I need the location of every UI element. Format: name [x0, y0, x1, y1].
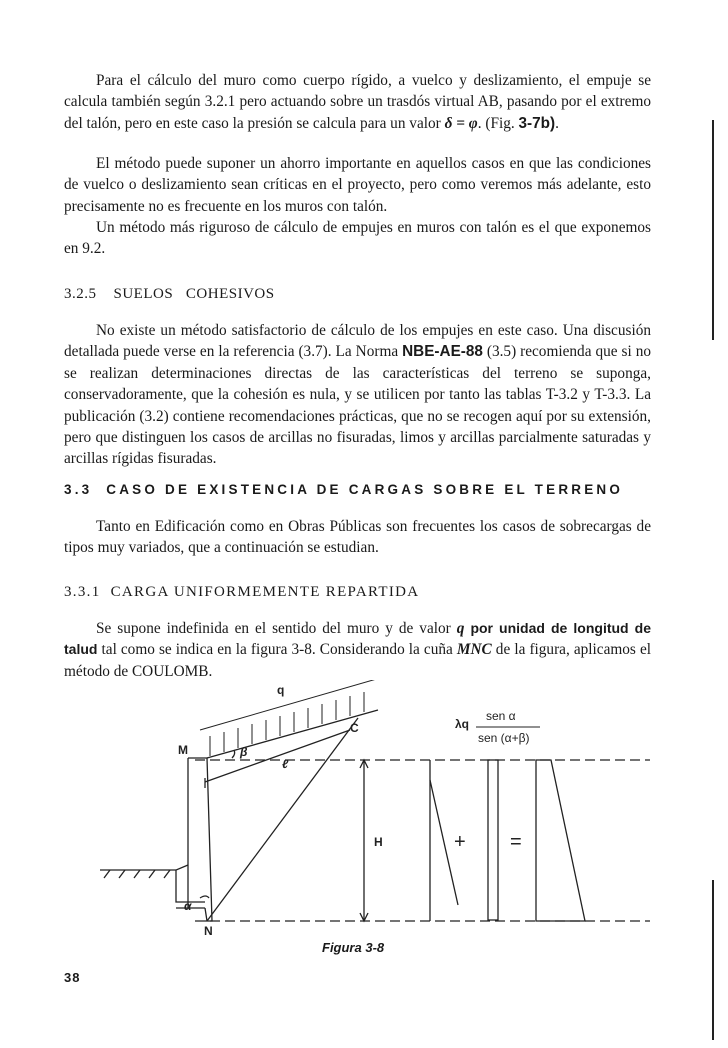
symbol-q: q: [456, 620, 465, 637]
label-N: N: [204, 924, 213, 938]
page-number: 38: [64, 970, 81, 985]
figure-caption: Figura 3-8: [322, 940, 385, 955]
formula-lambda-q: λq: [455, 717, 470, 731]
paragraph-text: No existe un método satisfactorio de cálculo de los empujes en este caso. Una discusión detallada puede verse en la referencia (3.7). La Norma: [64, 322, 651, 361]
formula-numerator: sen α: [486, 709, 516, 723]
equals-sign: =: [510, 831, 522, 853]
label-H: H: [374, 835, 383, 849]
wall-toe: [176, 865, 205, 902]
emphasis-text: por unidad de longitud de talud: [64, 620, 651, 658]
label-alpha: α: [184, 899, 192, 913]
formula-denominator: sen (α+β): [478, 731, 530, 745]
paragraph-text: Se supone indefinida en el sentido del muro y de valor: [96, 620, 457, 637]
formula-delta-phi: δ = φ: [444, 114, 478, 132]
ground-hatch: [104, 870, 110, 878]
label-M: M: [178, 743, 188, 757]
paragraph-carga-uniforme: [64, 618, 651, 682]
section-title: SUELOS COHESIVOS: [113, 286, 275, 302]
ground-hatch: [149, 870, 155, 878]
wedge-line-N: [205, 908, 207, 921]
figure-3-8-diagram: [0, 680, 728, 940]
figure-reference: 3-7b): [518, 114, 556, 132]
paragraph-sobrecargas: Tanto en Edificación como en Obras Públicas son frecuentes los casos de sobrecargas de tipos muy variados, que a continuación se estudian.: [64, 518, 651, 557]
paragraph-text: tal como se indica en la figura 3-8. Considerando la cuña: [97, 641, 457, 659]
plus-sign: +: [454, 831, 466, 853]
label-C: C: [350, 721, 359, 735]
paragraph-text: . (Fig.: [477, 114, 519, 132]
ground-hatch: [164, 870, 170, 878]
label-q: q: [277, 683, 285, 697]
label-beta: β: [240, 745, 248, 759]
section-number: 3.2.5: [64, 286, 97, 302]
section-title: CASO DE EXISTENCIA DE CARGAS SOBRE EL TERRENO: [106, 482, 624, 497]
paragraph-text: de la figura, aplicamos el método de COULOMB.: [64, 641, 651, 680]
paragraph-metodo-riguroso: Un método más riguroso de cálculo de empujes en muros con talón es el que exponemos en 9.2.: [64, 219, 651, 258]
paragraph-metodo-ahorro: El método puede suponer un ahorro importante en aquellos casos en que las condiciones de vuelco o deslizamiento sean críticas en el proyecto, pero como veremos más adelante, esto precisamente no es frecuente en los muros con talón.: [64, 155, 651, 215]
ground-hatch: [134, 870, 140, 878]
section-number: 3.3.1: [64, 584, 101, 600]
alpha-arc: [200, 896, 209, 898]
diagram2-rectangle: [488, 760, 498, 920]
paragraph-text: (3.5) recomienda que si no se realizan determinaciones directas de las características del terreno se suponga, conservadoramente, que la cohesión es nula, y se utilicen por tanto las tablas T-3.2 y T-3.3. La publicación (3.2) contiene recomendaciones prácticas, que no se recogen aquí por su extensión, pero que distinguen los casos de arcillas no fisuradas, limos y arcillas parcialmente saturadas y arcillas rígidas fisuradas.: [64, 343, 651, 468]
section-heading-3-2-5: [64, 286, 275, 303]
section-title: CARGA UNIFORMEMENTE REPARTIDA: [110, 584, 420, 600]
diagram3-trapezoid: [536, 760, 585, 921]
paragraph-text: .: [555, 114, 559, 132]
norma-reference: NBE-AE-88: [402, 343, 483, 361]
label-l: ℓ: [282, 757, 289, 771]
scan-edge-line: [712, 120, 714, 340]
section-number: 3.3: [64, 482, 93, 497]
paragraph-text: Para el cálculo del muro como cuerpo rígido, a vuelco y deslizamiento, el empuje se calcula también según 3.2.1 pero actuando sobre un trasdós virtual AB, pasando por el extremo del talón, pero en este caso la presión se calcula para un valor: [64, 72, 651, 132]
symbol-mnc: MNC: [456, 641, 492, 659]
ground-hatch: [119, 870, 125, 878]
scan-edge-line: [712, 880, 714, 1040]
paragraph-empuje-trasdos: [64, 70, 651, 134]
paragraph-suelos-cohesivos: [64, 320, 651, 470]
section-heading-3-3-1: [64, 584, 419, 601]
section-heading-3-3: [64, 482, 623, 497]
wedge-line-NC: [207, 718, 358, 921]
